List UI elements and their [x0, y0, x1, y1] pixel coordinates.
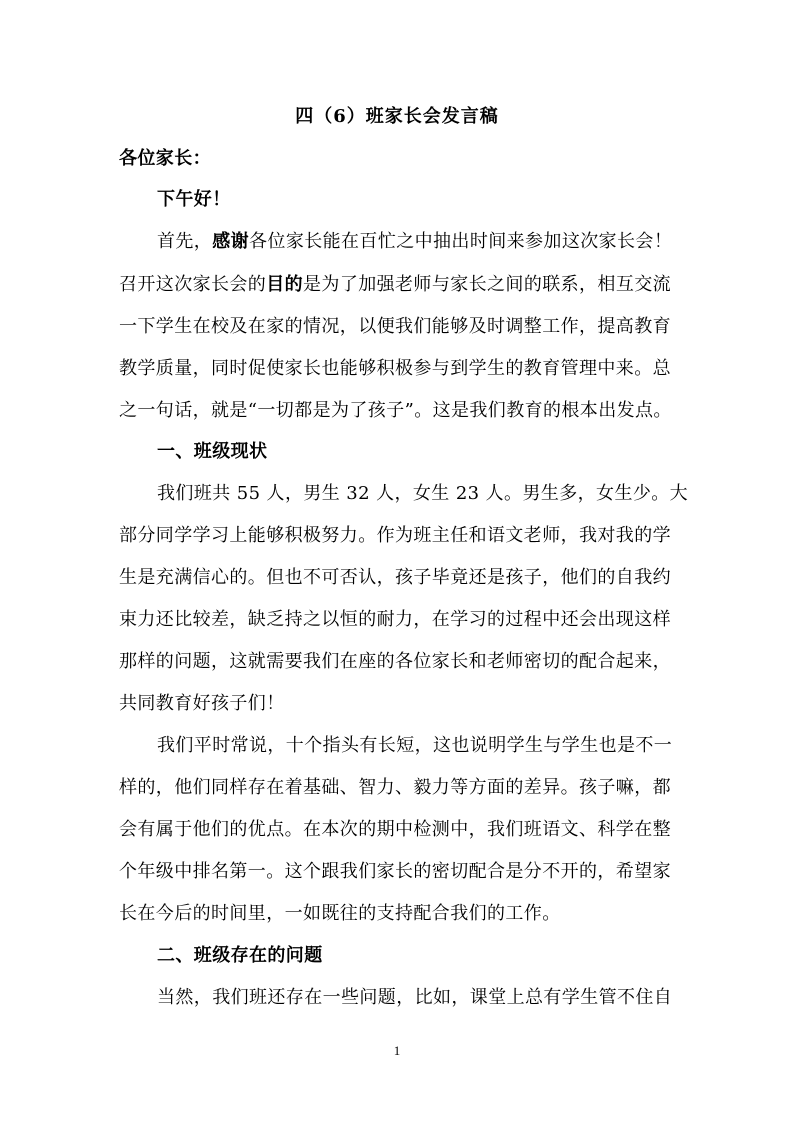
section-1-para-2-line-5: 长在今后的时间里，一如既往的支持配合我们的工作。 [119, 903, 561, 924]
intro-line-1-suffix: 各位家长能在百忙之中抽出时间来参加这次家长会！ [249, 231, 673, 252]
section-1-para-1-line-5: 那样的问题，这就需要我们在座的各位家长和老师密切的配合起来， [119, 651, 671, 672]
intro-line-1 [157, 228, 672, 256]
section-1-para-2-line-4: 个年级中排名第一。这个跟我们家长的密切配合是分不开的，希望家 [119, 861, 671, 882]
salutation: 各位家长： [119, 148, 211, 169]
section-1-para-1-line-4: 束力还比较差，缺乏持之以恒的耐力，在学习的过程中还会出现这样 [119, 609, 671, 630]
section-1-para-1-line-2: 部分同学学习上能够积极努力。作为班主任和语文老师，我对我的学 [119, 525, 671, 546]
section-2-para-1-line-1: 当然，我们班还存在一些问题，比如，课堂上总有学生管不住自 [157, 987, 673, 1008]
section-1-para-1-line-6: 共同教育好孩子们！ [119, 693, 285, 714]
section-1-para-1-line-3: 生是充满信心的。但也不可否认，孩子毕竟还是孩子，他们的自我约 [119, 567, 671, 588]
intro-line-3: 一下学生在校及在家的情况，以便我们能够及时调整工作，提高教育 [119, 316, 671, 337]
page-number: 1 [393, 1043, 401, 1058]
section-1-para-2-line-3: 会有属于他们的优点。在本次的期中检测中，我们班语文、科学在整 [119, 819, 671, 840]
intro-line-4: 教学质量，同时促使家长也能够积极参与到学生的教育管理中来。总 [119, 358, 671, 379]
section-1-para-1-line-1: 我们班共 55 人，男生 32 人，女生 23 人。男生多，女生少。大 [157, 483, 689, 504]
intro-line-2 [119, 271, 671, 299]
section-1-para-2-line-1: 我们平时常说，十个指头有长短，这也说明学生与学生也是不一 [157, 735, 673, 756]
intro-line-1-prefix: 首先， [157, 231, 213, 252]
greeting: 下午好！ [157, 189, 231, 210]
intro-line-2-suffix: 是为了加强老师与家长之间的联系，相互交流 [303, 274, 672, 295]
intro-purpose-emphasis: 目的 [266, 274, 304, 295]
intro-line-5: 之一句话，就是“一切都是为了孩子”。这是我们教育的根本出发点。 [119, 400, 672, 421]
section-1-heading: 一、班级现状 [157, 441, 268, 462]
intro-thanks-emphasis: 感谢 [212, 231, 250, 252]
document-title: 四（6）班家长会发言稿 [295, 106, 499, 127]
document-page [119, 0, 689, 1123]
section-1-para-2-line-2: 样的，他们同样存在着基础、智力、毅力等方面的差异。孩子嘛，都 [119, 777, 671, 798]
section-2-heading: 二、班级存在的问题 [157, 945, 323, 966]
intro-line-2-prefix: 召开这次家长会的 [119, 274, 267, 295]
